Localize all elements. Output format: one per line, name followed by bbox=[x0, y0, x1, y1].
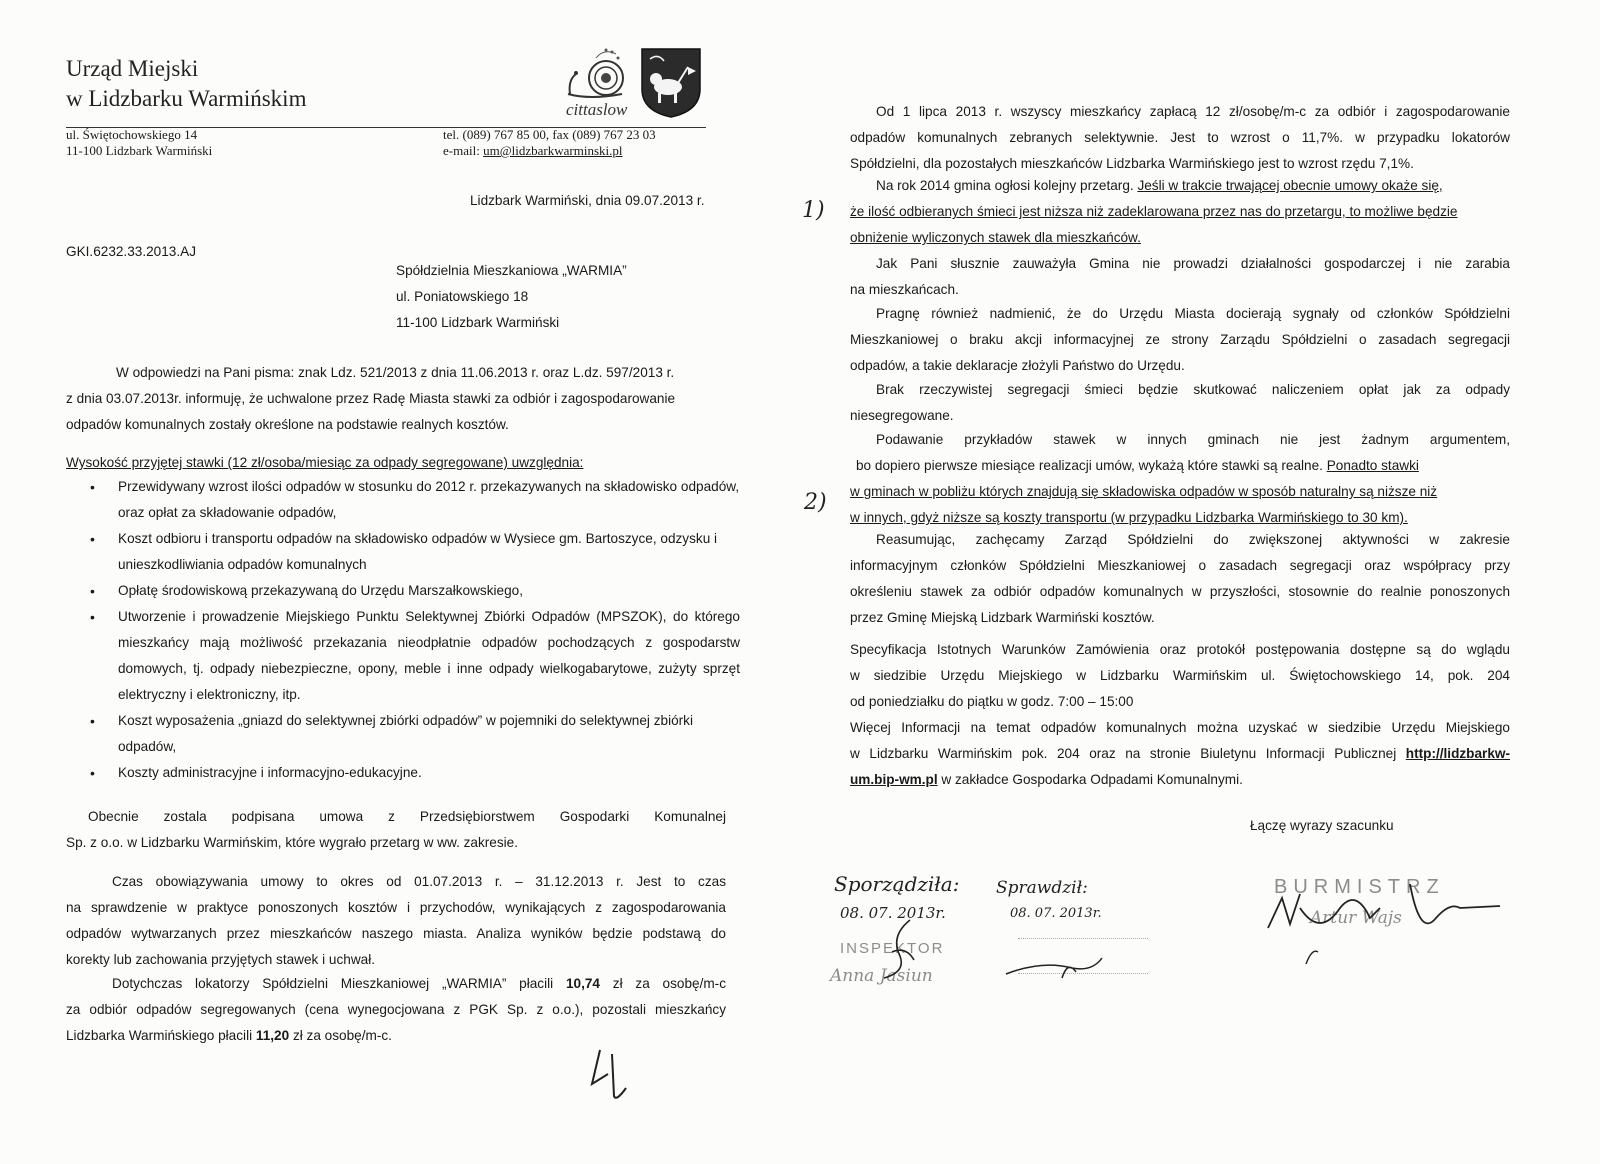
recipient-name: Spółdzielnia Mieszkaniowa „WARMIA” bbox=[396, 263, 627, 278]
place-and-date: Lidzbark Warmiński, dnia 09.07.2013 r. bbox=[470, 193, 705, 208]
rates-line: Spółdzielni, dla pozostałych mieszkańców Lidzbarka Warmińskiego jest to wzrost rzędu 7,1%. bbox=[850, 156, 1414, 171]
summary-line: Reasumując, zachęcamy Zarząd Spółdzielni do zwiększonej aktywności w zakresie bbox=[876, 532, 1510, 547]
cittaslow-logo bbox=[560, 44, 640, 120]
rates-line: Od 1 lipca 2013 r. wszyscy mieszkańcy zapłacą 12 zł/osobę/m-c za odbiór i zagospodarowanie bbox=[876, 104, 1510, 119]
examples-line bbox=[850, 453, 1510, 479]
no-profit-line: na mieszkańcach. bbox=[850, 282, 959, 297]
info-paragraph bbox=[850, 715, 1510, 793]
documents-line: od poniedziałku do piątku w godz. 7:00 – 15:00 bbox=[850, 694, 1134, 709]
documents-paragraph bbox=[850, 637, 1510, 715]
signals-line: Mieszkaniowej o braku akcji informacyjnej ze strony Zarządu Spółdzielni o zasadach segregacji bbox=[850, 332, 1510, 347]
office-contact bbox=[443, 127, 656, 159]
rates-line: odpadów komunalnych zebranych selektywnie. Jest to wzrost o 11,7%. w przypadku lokatorów bbox=[850, 130, 1510, 145]
margin-note-2: 2) bbox=[804, 490, 827, 515]
rates-paragraph bbox=[850, 99, 1510, 177]
rate-heading: Wysokość przyjętej stawki (12 zł/osoba/miesiąc za odpady segregowane) uwzględnia: bbox=[66, 455, 584, 470]
rate-others: 11,20 bbox=[255, 1028, 290, 1043]
stamp-title: INSPEKTOR bbox=[840, 940, 945, 957]
lamb-shield-icon bbox=[640, 47, 702, 119]
signature-scribble bbox=[1002, 952, 1112, 982]
previous-text: Dotychczas lokatorzy Spółdzielni Mieszkaniowej „WARMIA” płacili bbox=[112, 976, 566, 991]
phone-fax: tel. (089) 767 85 00, fax (089) 767 23 03 bbox=[443, 127, 656, 142]
summary-line: informacyjnym członków Spółdzielni Mieszkaniowej o zasadach segregacji oraz współpracy przy bbox=[850, 558, 1510, 573]
list-item: • Koszt odbioru i transportu odpadów na składowisko odpadów w Wysiece gm. Bartoszyce, odzysku i unieszkodliwiania odpadów komunalnych bbox=[90, 526, 740, 578]
signature-word: Sporządziła: bbox=[834, 872, 960, 896]
signals-line: Pragnę również nadmienić, że do Urzędu Miasta docierają sygnały od członków Spółdzielni bbox=[876, 306, 1510, 321]
mayor-signature-scribble bbox=[1260, 878, 1510, 968]
margin-note-1: 1) bbox=[802, 198, 825, 223]
segregation-line: niesegregowane. bbox=[850, 408, 954, 423]
list-item: • Utworzenie i prowadzenie Miejskiego Punktu Selektywnej Zbiórki Odpadów (MPSZOK), do którego mieszkańcy mają możliwość przekazania nieodpłatnie odpadów pochodzących z gospodarstw domowych, tj. odpady niebezpieczne, opony, meble i inne odpady wielkogabarytowe, zużyty sprzęt elektryczny i elektroniczny, itp. bbox=[90, 604, 740, 708]
list-item: • Koszt wyposażenia „gniazd do selektywnej zbiórki odpadów” w pojemniki do selektywnej zbiórki odpadów, bbox=[90, 708, 740, 760]
bip-link[interactable]: http://lidzbarkw- bbox=[1405, 746, 1510, 761]
previous-line: za odbiór odpadów segregowanych (cena wynegocjowana z PGK Sp. z o.o.), pozostali mieszkańcy bbox=[66, 1002, 726, 1017]
period-line: Czas obowiązywania umowy to okres od 01.07.2013 r. – 31.12.2013 r. Jest to czas bbox=[112, 874, 726, 889]
tender-paragraph bbox=[850, 173, 1510, 251]
period-line: korekty lub zachowania przyjętych stawek i uchwał. bbox=[66, 952, 376, 967]
bip-link[interactable]: um.bip-wm.pl bbox=[850, 772, 938, 787]
info-line bbox=[850, 741, 1510, 767]
previous-text: Lidzbarka Warmińskiego płacili bbox=[66, 1028, 256, 1043]
mayor-name: Artur Wajs bbox=[1310, 908, 1402, 928]
recipient-postcode: 11-100 Lidzbark Warmiński bbox=[396, 315, 560, 330]
segregation-paragraph bbox=[850, 377, 1510, 429]
intro-line: odpadów komunalnych zostały określone na podstawie realnych kosztów. bbox=[66, 417, 509, 432]
address-street: ul. Świętochowskiego 14 bbox=[66, 127, 198, 142]
previous-line bbox=[66, 971, 726, 997]
period-line: odpadów wytwarzanych przez mieszkańców naszego miasta. Analiza wyników będzie podstawą do bbox=[66, 926, 726, 941]
recipient-street: ul. Poniatowskiego 18 bbox=[396, 289, 529, 304]
recipient-address bbox=[396, 258, 627, 336]
initials-signature bbox=[586, 1044, 636, 1104]
signature-reviewer bbox=[996, 872, 1166, 1002]
no-profit-paragraph bbox=[850, 251, 1510, 303]
email-line bbox=[443, 143, 656, 159]
intro-line: z dnia 03.07.2013r. informuję, że uchwalone przez Radę Miasta stawki za odbiór i zagospodarowanie bbox=[66, 391, 676, 406]
signals-line: odpadów, a takie deklaracje złożyli Państwo do Urzędu. bbox=[850, 358, 1185, 373]
email-link[interactable]: um@lidzbarkwarminski.pl bbox=[483, 143, 623, 158]
period-paragraph bbox=[66, 869, 726, 973]
summary-paragraph bbox=[850, 527, 1510, 631]
contract-paragraph bbox=[66, 804, 726, 856]
info-line bbox=[850, 767, 1510, 793]
signature-date: 08. 07. 2013r. bbox=[1010, 906, 1102, 921]
cost-items-list bbox=[90, 474, 740, 786]
intro-paragraph bbox=[66, 360, 726, 438]
list-item: • Koszty administracyjne i informacyjno-edukacyjne. bbox=[90, 760, 740, 786]
letter-page-2 bbox=[800, 0, 1600, 1164]
period-line: na sprawdzenie w praktyce ponoszonych kosztów i przychodów, wynikających z zagospodarowania bbox=[66, 900, 726, 915]
letterhead-office bbox=[66, 54, 306, 114]
tender-underlined: Jeśli w trakcie trwającej obecnie umowy okaże się, bbox=[1137, 178, 1443, 193]
documents-line: w siedzibie Urzędu Miejskiego w Lidzbarku Warmińskim ul. Świętochowskiego 14, pok. 204 bbox=[850, 668, 1510, 683]
office-address bbox=[66, 127, 212, 159]
coat-of-arms bbox=[640, 47, 702, 119]
summary-line: przez Gminę Miejską Lidzbark Warmiński kosztów. bbox=[850, 610, 1155, 625]
signals-paragraph bbox=[850, 301, 1510, 379]
reference-number: GKI.6232.33.2013.AJ bbox=[66, 244, 196, 259]
previous-unit: zł za osobę/m-c bbox=[600, 976, 727, 991]
contract-line: Sp. z o.o. w Lidzbarku Warmińskim, które wygrało przetarg w ww. zakresie. bbox=[66, 835, 519, 850]
examples-underlined: Ponadto stawki bbox=[1326, 458, 1419, 473]
list-item: • Przewidywany wzrost ilości odpadów w stosunku do 2012 r. przekazywanych na składowisko odpadów, oraz opłat za składowanie odpadów, bbox=[90, 474, 740, 526]
tender-text: Na rok 2014 gmina ogłosi kolejny przetarg. bbox=[876, 178, 1138, 193]
examples-line: w innych, gdyż niższe są koszty transportu (w przypadku Lidzbarka Warmińskiego to 30 km). bbox=[850, 510, 1408, 525]
previous-unit: zł za osobę/m-c. bbox=[289, 1028, 392, 1043]
documents-line: Specyfikacja Istotnych Warunków Zamówienia oraz protokół postępowania dostępne są do wglądu bbox=[850, 642, 1510, 657]
office-city: w Lidzbarku Warmińskim bbox=[66, 86, 307, 111]
no-profit-line: Jak Pani słusznie zauważyła Gmina nie prowadzi działalności gospodarczej i nie zarabia bbox=[876, 256, 1510, 271]
info-line: Więcej Informacji na temat odpadów komunalnych można uzyskać w siedzibie Urzędu Miejskiego bbox=[850, 720, 1510, 735]
contract-line: Obecnie zostala podpisana umowa z Przedsiębiorstwem Gospodarki Komunalnej bbox=[88, 809, 726, 824]
intro-line: W odpowiedzi na Pani pisma: znak Ldz. 521/2013 z dnia 11.06.2013 r. oraz L.dz. 597/2013 r. bbox=[116, 365, 675, 380]
closing-salutation: Łączę wyrazy szacunku bbox=[1250, 818, 1394, 833]
summary-line: określeniu stawek za odbiór odpadów komunalnych w przyszłości, stosownie do realnie ponoszonych bbox=[850, 584, 1510, 599]
info-text: w Lidzbarku Warmińskim pok. 204 oraz na stronie Biuletynu Informacji Publicznej bbox=[850, 746, 1406, 761]
examples-paragraph bbox=[850, 427, 1510, 531]
signature-scribble bbox=[870, 916, 930, 986]
signature-date: 08. 07. 2013r. bbox=[840, 904, 946, 922]
examples-text: bo dopiero pierwsze miesiące realizacji umów, wykażą które stawki są realne. bbox=[856, 458, 1327, 473]
cittaslow-wordmark: cittaslow bbox=[566, 100, 628, 119]
signature-word: Sprawdził: bbox=[996, 878, 1088, 898]
segregation-line: Brak rzeczywistej segregacji śmieci będzie skutkować naliczeniem opłat jak za odpady bbox=[876, 382, 1510, 397]
address-postcode: 11-100 Lidzbark Warmiński bbox=[66, 143, 213, 158]
mayor-stamp: BURMISTRZ bbox=[1274, 876, 1445, 898]
stamp-name: Anna Jasiun bbox=[830, 966, 933, 986]
examples-line: w gminach w pobliżu których znajdują się składowiska odpadów w sposób naturalny są niższe niż bbox=[850, 484, 1438, 499]
tender-line: obniżenie wyliczonych stawek dla mieszkańców. bbox=[850, 230, 1141, 245]
tender-line: że ilość odbieranych śmieci jest niższa niż zadeklarowana przez nas do przetargu, to możliwe będzie bbox=[850, 204, 1458, 219]
tender-line bbox=[850, 173, 1510, 199]
signature-inspector bbox=[826, 858, 996, 988]
email-label: e-mail: bbox=[443, 143, 484, 158]
rate-warmia: 10,74 bbox=[565, 976, 600, 991]
list-item: • Opłatę środowiskową przekazywaną do Urzędu Marszałkowskiego, bbox=[90, 578, 740, 604]
examples-line: Podawanie przykładów stawek w innych gminach nie jest żadnym argumentem, bbox=[876, 432, 1510, 447]
info-text: w zakładce Gospodarka Odpadami Komunalnymi. bbox=[937, 772, 1243, 787]
office-name: Urząd Miejski bbox=[66, 56, 199, 81]
signature-mayor bbox=[1260, 872, 1510, 972]
previous-rates-paragraph bbox=[66, 971, 726, 1049]
